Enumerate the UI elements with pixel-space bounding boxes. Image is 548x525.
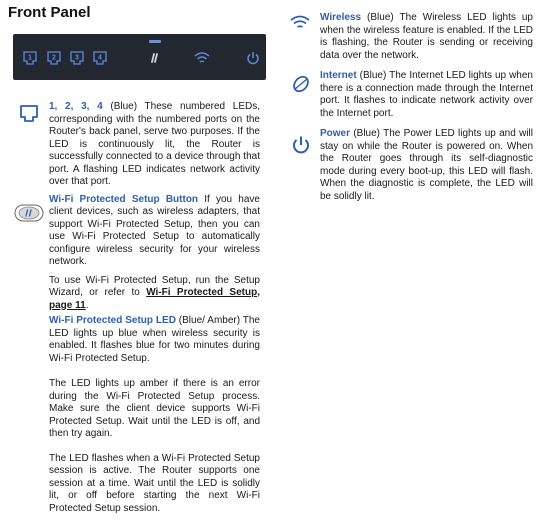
ethernet-port-4-icon (92, 50, 108, 66)
wizard-note: To use Wi-Fi Protected Setup, run the Setup Wizard, or refer to Wi-Fi Protected Setup, page 11. (49, 274, 260, 311)
ethernet-port-2-icon (46, 50, 62, 66)
internet-description: Internet (Blue) The Internet LED lights up when there is a connection made through the Internet port. It flashes to indicate network activity over the Internet port. (320, 70, 533, 119)
ports-description: 1, 2, 3, 4 (Blue) These numbered LEDs, corresponding with the numbered ports on the Router's back panel, serve two purposes. If the LED is continuously lit, the Router is successfully connected to a device through that port. A flashing LED indicates network activity over that port. (49, 101, 260, 187)
front-panel-illustration (13, 34, 266, 80)
wps-indicator-bar (149, 40, 161, 43)
power-icon (290, 134, 312, 156)
wps-led-description: Wi-Fi Protected Setup LED (Blue/ Amber) The LED lights up blue when wireless security is enabled. It flashes blue for two minutes during Wi-Fi Protected Setup. (49, 315, 260, 364)
left-column (49, 101, 260, 515)
ethernet-port-2-label: 2 (52, 54, 56, 62)
ports-title: 1, 2, 3, 4 (49, 101, 103, 112)
wps-button-title: Wi-Fi Protected Setup Button (49, 193, 199, 205)
ethernet-port-4-label: 4 (98, 54, 102, 62)
wireless-description: Wireless (Blue) The Wireless LED lights up when the wireless feature is enabled. If the LED is flashing, the Router is sending or receiving data over the network. (320, 12, 533, 61)
ethernet-port-1-label: 1 (28, 54, 32, 62)
right-column (320, 12, 533, 203)
wps-led-amber-note: The LED lights up amber if there is an error during the Wi-Fi Protected Setup process. Make sure the client device supports Wi-Fi Protected Setup. Wait until the LED is off, and then try again. (49, 378, 260, 439)
power-title: Power (320, 128, 351, 139)
ethernet-port-1-icon (22, 50, 38, 66)
ethernet-port-3-label: 3 (75, 54, 79, 62)
power-description: Power (Blue) The Power LED lights up and will stay on while the Router is powered on. When the Router goes through its self-diagnostic mode during every boot-up, this LED will flash. When the diagnostic is complete, the LED will be solidly lit. (320, 128, 533, 202)
wps-led-title: Wi-Fi Protected Setup LED (49, 315, 176, 326)
wps-button-description: Wi-Fi Protected Setup Button If you have client devices, such as wireless adapters, that support Wi-Fi Protected Setup, then you can use Wi-Fi Protected Setup to automatically configure wireless security for your wireless network. (49, 193, 260, 267)
page-title: Front Panel (8, 4, 91, 21)
wireless-icon (289, 14, 311, 30)
ethernet-port-3-icon (69, 50, 85, 66)
power-icon (245, 50, 261, 66)
wps-button-icon (14, 203, 44, 223)
wps-button-icon (147, 50, 163, 66)
wps-session-note: The LED flashes when a Wi-Fi Protected Setup session is active. The Router supports one session at a time. Wait until the LED is solidly lit, or off before starting the next Wi-Fi Protected Setup session. (49, 452, 260, 514)
ethernet-port-icon (19, 104, 39, 124)
wireless-title: Wireless (320, 12, 362, 23)
internet-title: Internet (320, 70, 357, 81)
wireless-icon (193, 50, 211, 66)
internet-globe-icon (291, 74, 311, 94)
wps-page-reference-link[interactable]: Wi-Fi Protected Setup, page 11 (49, 287, 260, 311)
